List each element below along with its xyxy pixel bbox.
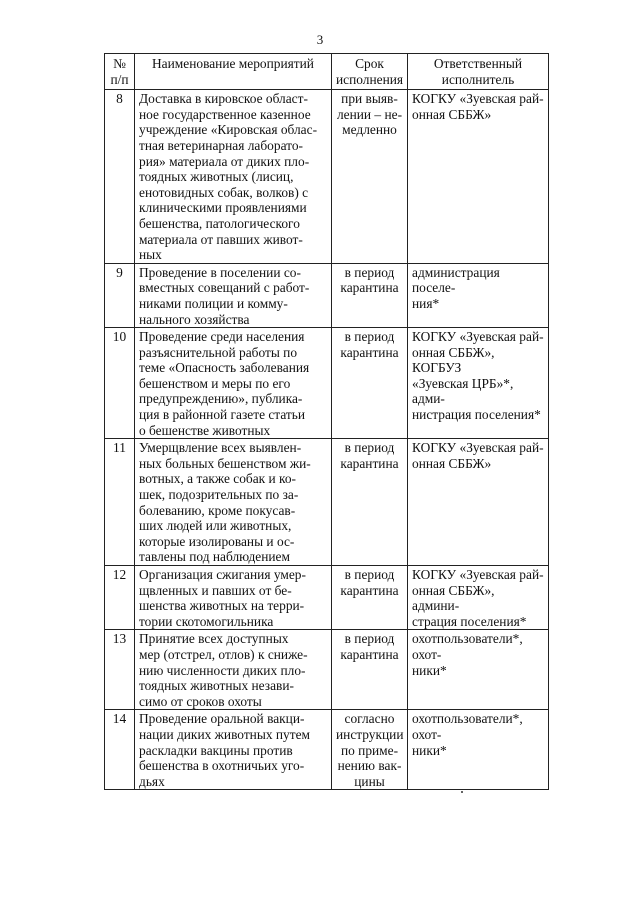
table-row xyxy=(105,710,549,790)
row-number: 8 xyxy=(105,90,135,264)
responsible: КОГКУ «Зуевская рай- онная СББЖ» xyxy=(408,90,549,264)
scan-speck xyxy=(461,791,463,793)
responsible: охотпользователи*, охот- ники* xyxy=(408,710,549,790)
responsible: КОГКУ «Зуевская рай- онная СББЖ», админи- страция поселения* xyxy=(408,566,549,630)
table-row xyxy=(105,630,549,710)
deadline: в период карантина xyxy=(332,328,408,439)
measure-name: Принятие всех доступных мер (отстрел, отлов) к сниже- нию численности диких пло- тоядных животных незави- симо от сроков охоты xyxy=(135,630,332,710)
deadline: согласно инструкции по приме- нению вак- цины xyxy=(332,710,408,790)
deadline: при выяв- лении – не- медленно xyxy=(332,90,408,264)
row-number: 9 xyxy=(105,263,135,327)
deadline: в период карантина xyxy=(332,439,408,566)
row-number: 11 xyxy=(105,439,135,566)
table-row xyxy=(105,439,549,566)
measure-name: Доставка в кировское област- ное государственное казенное учреждение «Кировская облас- тная ветеринарная лаборато- рия» материала от диких пло- тоядных животных (лисиц, енотовидных собак, волков) с клиническими проявлениями бешенства, патологического материала от павших живот- ных xyxy=(135,90,332,264)
table-row xyxy=(105,263,549,327)
header-number: № п/п xyxy=(105,54,135,90)
deadline: в период карантина xyxy=(332,566,408,630)
header-measure-name: Наименование мероприятий xyxy=(135,54,332,90)
row-number: 13 xyxy=(105,630,135,710)
row-number: 12 xyxy=(105,566,135,630)
responsible: администрация поселе- ния* xyxy=(408,263,549,327)
row-number: 10 xyxy=(105,328,135,439)
measure-name: Проведение в поселении со- вместных совещаний с работ- никами полиции и комму- нального хозяйства xyxy=(135,263,332,327)
table-row xyxy=(105,328,549,439)
header-deadline: Срок исполнения xyxy=(332,54,408,90)
row-number: 14 xyxy=(105,710,135,790)
measure-name: Проведение оральной вакци- нации диких животных путем раскладки вакцины против бешенства в охотничьих уго- дьях xyxy=(135,710,332,790)
responsible: КОГКУ «Зуевская рай- онная СББЖ», КОГБУЗ «Зуевская ЦРБ»*, адми- нистрация поселения* xyxy=(408,328,549,439)
table-row xyxy=(105,566,549,630)
measure-name: Проведение среди населения разъяснительной работы по теме «Опасность заболевания бешенством и меры по его предупреждению», публика- ция в районной газете статьи о бешенстве животных xyxy=(135,328,332,439)
table-row xyxy=(105,90,549,264)
measure-name: Умерщвление всех выявлен- ных больных бешенством жи- вотных, а также собак и ко- шек, подозрительных по за- болеванию, кроме покусав- ших людей или животных, которые изолированы и ос- тавлены под наблюдением xyxy=(135,439,332,566)
header-responsible: Ответственный исполнитель xyxy=(408,54,549,90)
deadline: в период карантина xyxy=(332,630,408,710)
page-number: 3 xyxy=(316,32,324,47)
table-header-row xyxy=(105,54,549,90)
measure-name: Организация сжигания умер- щвленных и павших от бе- шенства животных на терри- тории скотомогильника xyxy=(135,566,332,630)
measures-table xyxy=(104,53,549,790)
deadline: в период карантина xyxy=(332,263,408,327)
responsible: охотпользователи*, охот- ники* xyxy=(408,630,549,710)
responsible: КОГКУ «Зуевская рай- онная СББЖ» xyxy=(408,439,549,566)
